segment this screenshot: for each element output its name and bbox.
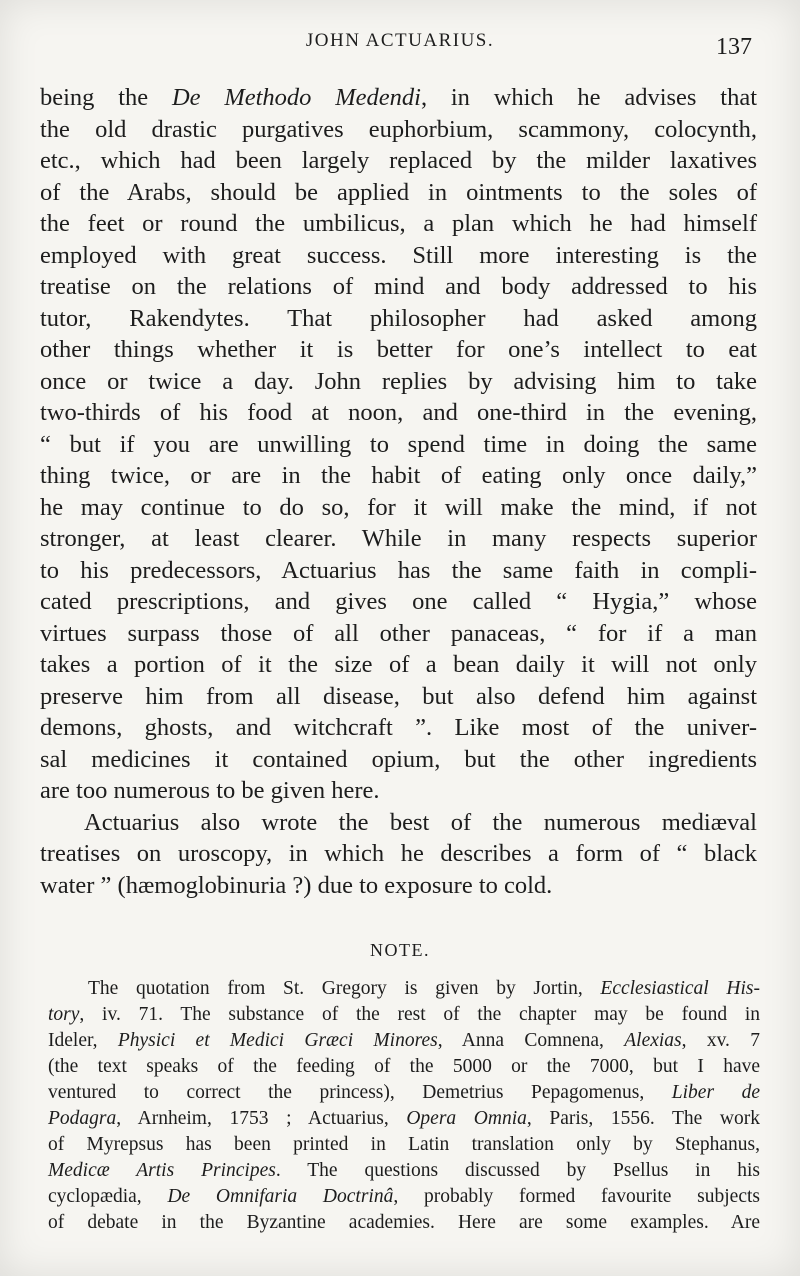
text-line: are too numerous to be given here. [40, 777, 380, 804]
paragraph [40, 82, 757, 807]
text-line: takes a portion of it the size of a bean daily it will not only [40, 651, 757, 678]
text-line: virtues surpass those of all other panaceas, “ for if a man [40, 619, 757, 647]
text-line: two-thirds of his food at noon, and one-third in the evening, [40, 399, 757, 426]
text-line: stronger, at least clearer. While in many respects superior [40, 525, 757, 552]
note-line: tory, iv. 71. The substance of the rest of the chapter may be found in [48, 1004, 760, 1025]
text-line: employed with great success. Still more interesting is the [40, 241, 757, 269]
body-text [40, 82, 757, 901]
note-line: ventured to correct the princess), Demetrius Pepagomenus, Liber de [48, 1082, 760, 1103]
text-line: other things whether it is better for one’s intellect to eat [40, 336, 757, 363]
text-line: of the Arabs, should be applied in ointments to the soles of [40, 178, 757, 206]
note-text [48, 976, 760, 1236]
text-line: the feet or round the umbilicus, a plan which he had himself [40, 210, 757, 237]
text-line: demons, ghosts, and witchcraft ”. Like most of the univer- [40, 714, 757, 741]
text-line: thing twice, or are in the habit of eating only once daily,” [40, 462, 757, 489]
note-line: (the text speaks of the feeding of the 5000 or the 7000, but I have [48, 1056, 760, 1077]
text-line: preserve him from all disease, but also defend him against [40, 682, 757, 710]
text-line: cated prescriptions, and gives one called “ Hygia,” whose [40, 588, 757, 615]
running-title: JOHN ACTUARIUS. [305, 30, 495, 51]
text-line: treatises on uroscopy, in which he describes a form of “ black [40, 840, 757, 867]
text-line: “ but if you are unwilling to spend time in doing the same [40, 430, 757, 458]
note-line: The quotation from St. Gregory is given by Jortin, Ecclesiastical His- [88, 978, 760, 999]
text-line: once or twice a day. John replies by advising him to take [40, 367, 757, 395]
text-line: water ” (hæmoglobinuria ?) due to exposure to cold. [40, 871, 553, 899]
note-line: cyclopædia, De Omnifaria Doctrinâ, probably formed favourite subjects [48, 1186, 760, 1207]
text-line: being the De Methodo Medendi, in which he advises that [40, 84, 757, 111]
text-line: sal medicines it contained opium, but the other ingredients [40, 745, 757, 773]
paragraph [40, 807, 757, 902]
page-number: 137 [716, 34, 752, 60]
running-head [0, 30, 800, 60]
note-line: of debate in the Byzantine academies. Here are some examples. Are [48, 1212, 760, 1233]
text-line: Actuarius also wrote the best of the numerous mediæval [84, 808, 757, 836]
text-line: he may continue to do so, for it will make the mind, if not [40, 493, 757, 521]
text-line: to his predecessors, Actuarius has the same faith in compli- [40, 556, 757, 584]
note-line: of Myrepsus has been printed in Latin translation only by Stephanus, [48, 1134, 760, 1155]
note-line: Ideler, Physici et Medici Græci Minores, Anna Comnena, Alexias, xv. 7 [48, 1030, 760, 1051]
note-line: Medicæ Artis Principes. The questions discussed by Psellus in his [48, 1160, 760, 1181]
note-line: Podagra, Arnheim, 1753 ; Actuarius, Opera Omnia, Paris, 1556. The work [48, 1108, 760, 1129]
text-line: the old drastic purgatives euphorbium, scammony, colocynth, [40, 115, 757, 143]
text-line: etc., which had been largely replaced by the milder laxatives [40, 147, 757, 174]
text-line: treatise on the relations of mind and body addressed to his [40, 273, 757, 300]
text-line: tutor, Rakendytes. That philosopher had asked among [40, 304, 757, 332]
note-heading: NOTE. [370, 940, 430, 960]
